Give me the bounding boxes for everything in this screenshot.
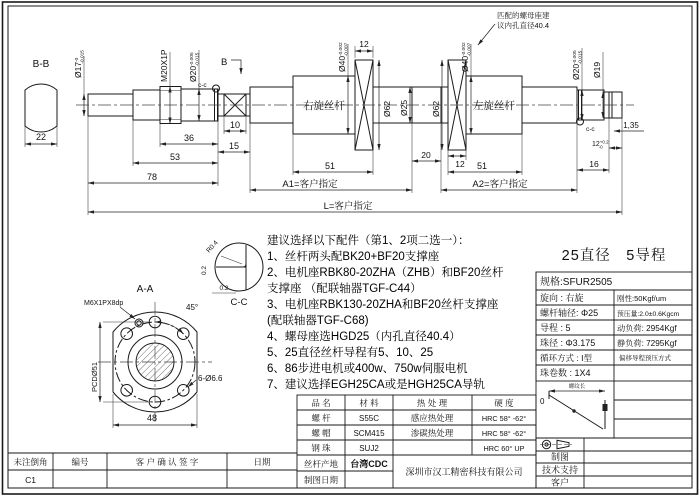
dim-12-groove: $12^{+0.2}$ -0: [592, 139, 609, 150]
spec-cell: 动负荷: 2954Kgf: [617, 324, 677, 333]
mat-cell: 螺 杆: [311, 413, 331, 423]
dim-15: 15: [228, 141, 240, 151]
dim-53: 53: [169, 152, 181, 162]
spec-cell: 珠卷数 : 1X4: [540, 368, 591, 378]
note-item: (配联轴器TGF-C68): [267, 315, 369, 327]
dim-36: 36: [183, 133, 195, 143]
mat-header: 品 名: [311, 398, 331, 408]
chamfer-value: C1: [25, 475, 36, 485]
notes-title: 建议选择以下配件（第1、2项二选一）：: [267, 235, 470, 247]
customer-sign-label: 客 户 确 认 签 字: [135, 457, 199, 467]
dim-d40-right-nut: $Ø40^{-0.002}-0.007$: [337, 42, 350, 72]
dim-10: 10: [229, 120, 241, 130]
dim-pcd51: PCDØ51: [90, 361, 99, 392]
dim-a2: A2=客户指定: [472, 179, 528, 190]
note-item: 支撑座 （配联轴器TGF-C44）: [267, 283, 422, 295]
spec-cell: 预压量:2.0±0.6Kgcm: [617, 311, 680, 318]
mat-cell: 螺 帽: [311, 428, 331, 438]
number-label: 编号: [71, 457, 89, 467]
left-screw-label: 左旋丝杆: [473, 100, 515, 112]
dim-45deg: 45°: [186, 303, 199, 312]
dim-d62-left-nut: Ø62: [431, 100, 441, 117]
detail-cc-label: C-C: [230, 297, 248, 308]
screw-cross-section: [136, 343, 174, 381]
lead-zero-label: 0: [540, 397, 545, 406]
dim-6-holes: 6-Ø6.6: [198, 374, 223, 383]
dim-d17: $Ø17^{-0}-0.015$: [73, 50, 86, 78]
mat-cell: S55C: [358, 414, 380, 423]
mat-cell: HRC 58° -62°: [481, 414, 527, 423]
dim-d25: Ø25: [399, 99, 409, 116]
dim-d19: Ø19: [592, 61, 602, 78]
dim-51-left-nut: 51: [476, 161, 488, 171]
dim-m6: M6X1PX8dp: [84, 300, 124, 307]
dim-22: 22: [35, 132, 47, 142]
mat-cell: SUJ2: [359, 444, 379, 453]
lead-length-label: 螺纹长: [568, 384, 586, 390]
right-screw-label: 右旋丝杆: [303, 100, 345, 112]
mat-cell: 感应热处理: [410, 413, 454, 423]
dim-r04: R0.4: [205, 239, 220, 255]
note-item: 7、建议选择EGH25CA或是HGH25CA导轨: [267, 379, 485, 391]
spec-title: 25直径 5导程: [561, 248, 667, 264]
dim-12-flange-bottom: 12: [455, 159, 465, 169]
dim-1-35: 1,35: [623, 121, 639, 130]
lead-point: [572, 409, 575, 412]
dim-l: L=客户指定: [323, 201, 373, 212]
dim-d62-right-nut: Ø62: [382, 100, 392, 117]
tech-support-label: 技术支持: [541, 465, 579, 475]
dim-02-horizontal: 0.2: [219, 285, 229, 292]
note-line1: 匹配的螺母座建: [497, 11, 550, 20]
note-item: 6、86步进电机或400w、750w伺服电机: [267, 363, 468, 375]
cc-marker-right-label: c-c: [586, 126, 595, 133]
section-bb-label: B-B: [32, 59, 50, 70]
cc-marker-left-label: c-c: [198, 82, 207, 89]
note-item: 4、螺母座选HGD25（内孔直径40.4）: [267, 331, 461, 343]
chamfer-label: 未注倒角: [13, 457, 48, 467]
customer-label: 客户: [550, 477, 570, 488]
note-item: 2、电机座RBK80-20ZHA（ZHB）和BF20丝杆: [267, 267, 504, 279]
spec-code: 规格:SFUR2505: [540, 277, 613, 288]
spec-cell: 旋向 : 右旋: [540, 293, 584, 303]
dim-12-flange-top: 12: [359, 39, 369, 49]
date-label: 日期: [253, 457, 271, 467]
origin-value: 台湾CDC: [350, 459, 388, 469]
company-name: 深圳市汉工精密科技有限公司: [405, 467, 523, 477]
dim-20: 20: [421, 150, 431, 160]
spec-cell: 导程 : 5: [540, 323, 571, 333]
dim-48: 48: [146, 413, 158, 423]
spec-cell: 螺杆轴径: Φ25: [540, 308, 599, 318]
offset-mark: [603, 404, 608, 411]
spec-cell: 静负荷: 7295Kgf: [617, 339, 677, 348]
mat-cell: SCM415: [353, 429, 385, 438]
origin-label: 丝杆产地: [303, 459, 339, 469]
mat-header: 热 处 理: [416, 398, 448, 408]
mat-header: 材 料: [359, 398, 379, 408]
note-item: 1、丝杆两头配BK20+BF20支撑座: [267, 251, 440, 263]
spec-cell: 循环方式 : I型: [540, 353, 592, 363]
dim-d20-left: $Ø20^{-0.005}-0.015$: [188, 52, 201, 82]
dim-a1: A1=客户指定: [282, 179, 338, 190]
mat-header: 硬 度: [494, 398, 514, 408]
dim-16: 16: [589, 159, 599, 169]
spec-cell: 刚性:50Kgf/um: [617, 294, 667, 303]
dim-m20: M20X1P: [159, 49, 169, 82]
section-b-label: B: [221, 57, 228, 68]
note-item: 3、电机座RBK130-20ZHA和BF20丝杆支撑座: [267, 299, 499, 311]
draw-date-label: 制图日期: [303, 475, 339, 485]
spec-cell: 偏移导程预压方式: [619, 355, 671, 362]
note-item: 5、25直径丝杆导程有5、10、25: [267, 347, 434, 359]
spec-cell: 珠径 : Φ3.175: [540, 338, 596, 348]
dim-78: 78: [146, 172, 158, 182]
dim-02-vertical: 0.2: [201, 265, 208, 275]
note-line2: 议内孔直径40.4: [497, 21, 550, 30]
dim-d40-left-nut: $Ø40^{-0.002}-0.007$: [460, 42, 473, 72]
dim-51-right-nut: 51: [324, 161, 336, 171]
mat-cell: 钢 珠: [311, 443, 331, 453]
drafter-label: 制图: [550, 452, 570, 462]
dim-d20-right: $Ø20^{-0.005}-0.015$: [571, 50, 584, 80]
mat-cell: HRC 58° -62°: [481, 429, 527, 438]
mat-cell: HRC 60° UP: [483, 444, 525, 453]
mat-cell: 渗碳热处理: [410, 428, 454, 438]
section-aa-label: A-A: [136, 284, 154, 295]
